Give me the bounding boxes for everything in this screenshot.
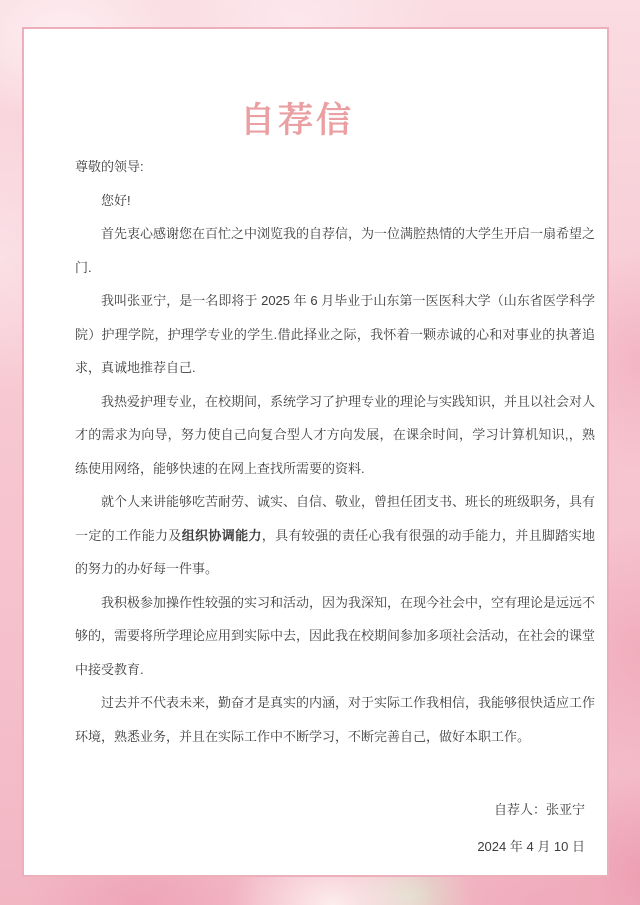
paragraph-1: 首先衷心感谢您在百忙之中浏览我的自荐信，为一位满腔热情的大学生开启一扇希望之门.: [75, 226, 596, 275]
signature-block: [75, 791, 595, 865]
paragraph-4-text: 就个人来讲能够吃苦耐劳、诚实、自信、敬业，曾担任团支书、班长的班级职务，具有一定的工作能力及: [75, 494, 596, 543]
paragraph-3: 我热爱护理专业，在校期间，系统学习了护理专业的理论与实践知识，并且以社会对人才的需求为向导，努力使自己向复合型人才方向发展，在课余时间，学习计算机知识,，熟练使用网络，能够快速的在网上查找所需要的资料.: [75, 393, 596, 476]
letter-title: 自荐信: [239, 101, 354, 140]
letter-content: [75, 93, 595, 865]
greeting: 您好!: [101, 192, 131, 208]
paragraph-5: 我积极参加操作性较强的实习和活动，因为我深知，在现今社会中，空有理论是远远不够的，需要将所学理论应用到实际中去，因此我在校期间参加多项社会活动，在社会的课堂中接受教育.: [75, 594, 596, 677]
paragraph-4: [75, 485, 595, 586]
salutation: 尊敬的领导:: [75, 159, 144, 174]
paragraph-4-bold-phrase: 组织协调能力: [181, 527, 262, 543]
letter-card: [22, 27, 609, 877]
signature: 自荐人：张亚宁: [493, 802, 585, 817]
letter-date: 2024 年 4 月 10 日: [477, 839, 585, 854]
paragraph-2: 我叫张亚宁，是一名即将于 2025 年 6 月毕业于山东第一医医科大学（山东省医学科学院）护理学院，护理学专业的学生.借此择业之际，我怀着一颗赤诚的心和对事业的执著追求，真诚地推荐自己.: [75, 293, 595, 375]
paragraph-6: 过去并不代表未来，勤奋才是真实的内涵，对于实际工作我相信，我能够很快适应工作环境，熟悉业务，并且在实际工作中不断学习，不断完善自己，做好本职工作。: [75, 695, 596, 744]
letter-body: [75, 150, 595, 753]
paragraph-4-text-after: ，具有较强的责任心我有很强的动手能力，并且脚踏实地的努力的办好每一件事。: [75, 527, 595, 576]
